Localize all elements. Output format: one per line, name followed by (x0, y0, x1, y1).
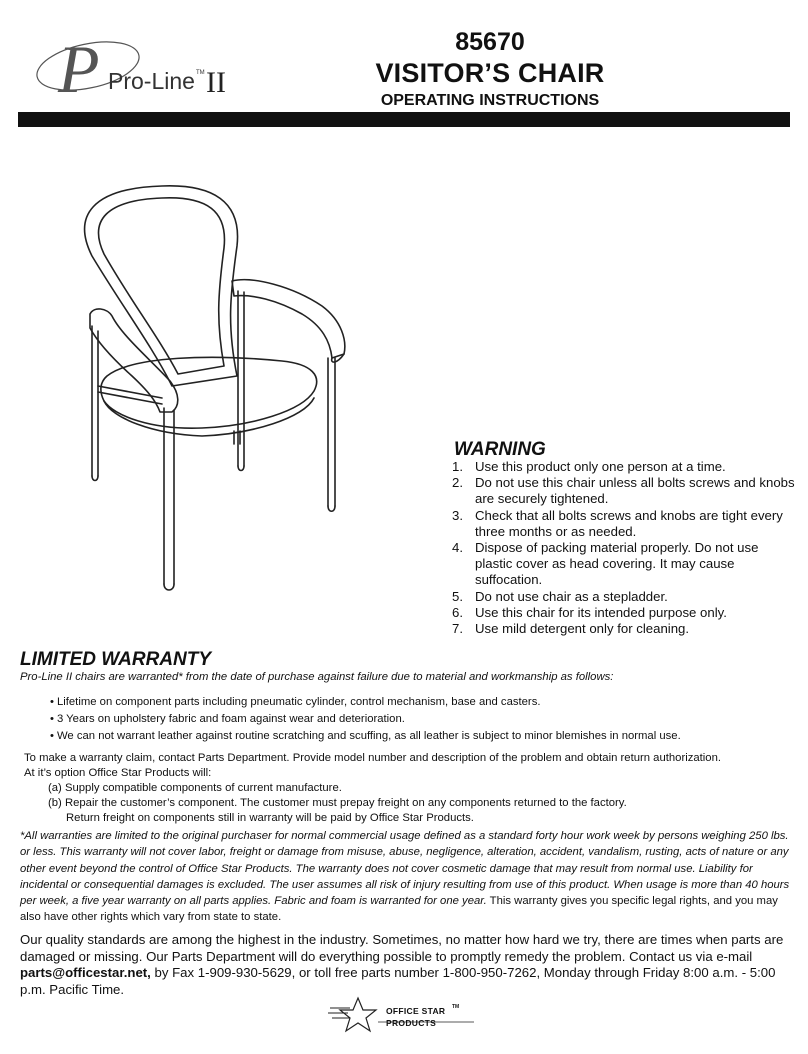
brand-line1: OFFICE STAR (386, 1006, 446, 1016)
warranty-intro: Pro-Line II chairs are warranted* from the date of purchase against failure due to material and workmanship as follows: (20, 671, 614, 683)
brand-line2: PRODUCTS (386, 1018, 437, 1028)
quality-statement: Our quality standards are among the highest in the industry. Sometimes, no matter how hard we try, there are times when parts are damaged or missing. Our Parts Department will do everything possible to promptly remedy the problem. Contact us via e-mail parts@officestar.net, by Fax 1-909-930-5629, or toll free parts number 1-800-950-7262, Monday through Friday 8:00 a.m. - 5:00 p.m. Pacific Time. (20, 932, 784, 997)
logo-brand-text: Pro-Line (108, 68, 195, 94)
list-item: • We can not warrant leather against routine scratching and scuffing, as all leather is subject to minor blemishes in normal use. (50, 728, 681, 745)
claim-option-a: (a) Supply compatible components of current manufacture. (48, 782, 342, 794)
warning-item: 4. Dispose of packing material properly. Do not use plastic cover as head covering. It may cause suffocation. (452, 540, 759, 588)
model-number: 85670 (455, 28, 525, 56)
parts-email: parts@officestar.net, (20, 965, 151, 980)
warranty-bullets (50, 694, 681, 745)
warning-item: 5. Do not use chair as a stepladder. (452, 588, 668, 604)
svg-text:TM: TM (196, 70, 205, 76)
claim-option-b: (b) Repair the customer’s component. The customer must prepay freight on any components returned to the factory. (48, 797, 627, 809)
warning-heading: WARNING (454, 439, 546, 460)
warranty-fine-print: *All warranties are limited to the original purchaser for normal commercial usage defined as a standard forty hour work week by persons weighing 250 lbs. or less. This warranty will not cover labor, freight or damage from misuse, abuse, negligence, alteration, accident, vandalism, rusting, acts of nature or any other event beyond the control of Office Star Products. The warranty does not cover cosmetic damage that may result from normal use. Liability for incidental or consequential damages is excluded. The user assumes all risk of injury resulting from use of this product. When usage is more than 40 hours per week, a five year warranty on all parts applies. Fabric and foam is warranted for one year. This warranty gives you specific legal rights, and you may also have other rights which vary from state to state. (20, 830, 790, 924)
claim-instructions: To make a warranty claim, contact Parts Department. Provide model number and description of the problem and obtain return authorization. (24, 752, 721, 764)
warning-item: 7. Use mild detergent only for cleaning. (452, 621, 690, 637)
svg-text:P: P (58, 31, 100, 107)
pro-line-logo (26, 22, 286, 112)
page-title: VISITOR’S CHAIR (375, 58, 605, 88)
warning-item: 1. Use this product only one person at a time. (452, 459, 726, 474)
warning-item: 6. Use this chair for its intended purpose only. (452, 604, 727, 620)
header-divider (18, 112, 790, 127)
warning-item: 2. Do not use this chair unless all bolts screws and knobs are securely tightened. (452, 475, 795, 507)
limited-warranty-heading: LIMITED WARRANTY (20, 649, 212, 670)
warning-list (452, 459, 798, 637)
claim-options-intro: At it’s option Office Star Products will: (24, 767, 212, 779)
list-item: • 3 Years on upholstery fabric and foam against wear and deterioration. (50, 711, 681, 728)
claim-option-b-continued: Return freight on components still in warranty will be paid by Office Star Products. (66, 812, 474, 824)
logo-series-text: II (206, 66, 226, 99)
page-subtitle: OPERATING INSTRUCTIONS (380, 92, 600, 109)
list-item: • Lifetime on component parts including pneumatic cylinder, control mechanism, base and casters. (50, 694, 681, 711)
brand-tm: TM (452, 1004, 460, 1010)
chair-illustration (52, 176, 378, 596)
warning-item: 3. Check that all bolts screws and knobs are tight every three months or as needed. (452, 507, 783, 539)
